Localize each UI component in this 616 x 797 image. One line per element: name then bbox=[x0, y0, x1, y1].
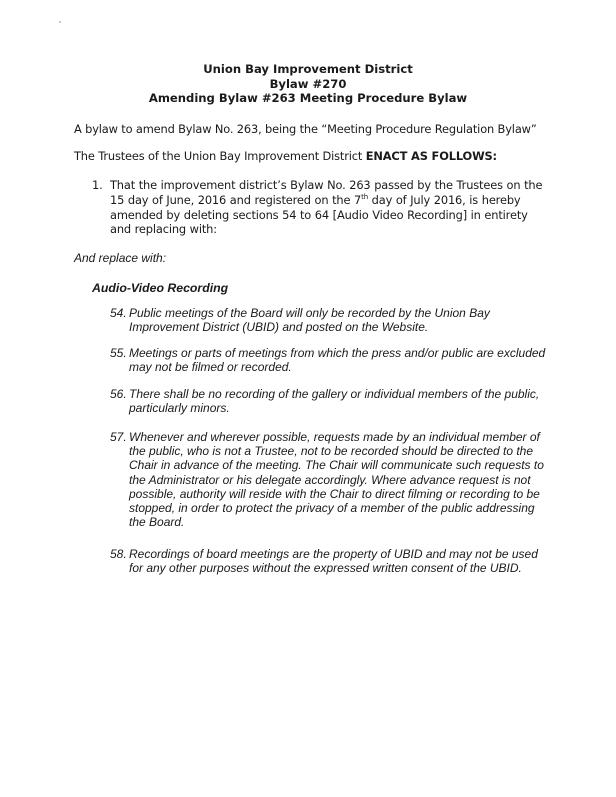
section-text: Public meetings of the Board will only be recorded by the Union Bay Improvement District (UBID) and posted on the Website. bbox=[129, 306, 490, 335]
enact-emphasis: ENACT AS FOLLOWS: bbox=[365, 149, 497, 163]
section-number: 55. bbox=[110, 346, 127, 360]
enact-paragraph bbox=[74, 149, 497, 164]
section-number: 57. bbox=[110, 430, 127, 444]
enact-prefix: The Trustees of the Union Bay Improvement District bbox=[74, 149, 366, 163]
intro-paragraph: A bylaw to amend Bylaw No. 263, being the “Meeting Procedure Regulation Bylaw” bbox=[74, 122, 537, 136]
section-text: There shall be no recording of the gallery or individual members of the public, particularly minors. bbox=[129, 387, 540, 416]
amendment-text-part2: day of July 2016, is hereby amended by deleting sections 54 to 64 [Audio Video Recording] in entirety and replacing with: bbox=[110, 192, 528, 237]
section-number: 54. bbox=[110, 306, 127, 320]
ordinal-suffix: th bbox=[361, 192, 368, 201]
amendment-text bbox=[110, 178, 550, 237]
amendment-number: 1. bbox=[92, 178, 103, 192]
section-number: 56. bbox=[110, 387, 127, 401]
document-title bbox=[0, 62, 616, 106]
section-item bbox=[110, 547, 550, 575]
scan-artifact bbox=[59, 21, 61, 23]
section-heading: Audio-Video Recording bbox=[92, 281, 229, 295]
replace-label: And replace with: bbox=[74, 251, 167, 265]
title-bylaw-number: Bylaw #270 bbox=[269, 76, 347, 91]
section-item bbox=[110, 306, 550, 334]
section-text: Recordings of board meetings are the property of UBID and may not be used for any other purposes without the expressed written consent of the UBID. bbox=[129, 547, 538, 576]
section-item bbox=[110, 346, 550, 374]
title-district: Union Bay Improvement District bbox=[203, 62, 413, 76]
amendment-item-1 bbox=[92, 178, 552, 237]
section-text: Whenever and wherever possible, requests made by an individual member of the public, who is not a Trustee, not to be recorded should be directed to the Chair in advance of the meeting. The Chair will communicate such requests to the Administrator or his delegate accordingly. Where advance request is not possible, authority will reside with the Chair to direct filming or recording to be stopped, in order to protect the privacy of a member of the public addressing the Board. bbox=[129, 430, 544, 530]
section-item bbox=[110, 430, 550, 529]
amendment-text-part1: That the improvement district’s Bylaw No. 263 passed by the Trustees on the 15 day of June, 2016 and registered on the 7 bbox=[110, 178, 543, 207]
section-number: 58. bbox=[110, 547, 127, 561]
title-amending: Amending Bylaw #263 Meeting Procedure Bylaw bbox=[148, 91, 468, 106]
section-item bbox=[110, 387, 550, 415]
section-text: Meetings or parts of meetings from which the press and/or public are excluded may not be filmed or recorded. bbox=[129, 346, 546, 375]
